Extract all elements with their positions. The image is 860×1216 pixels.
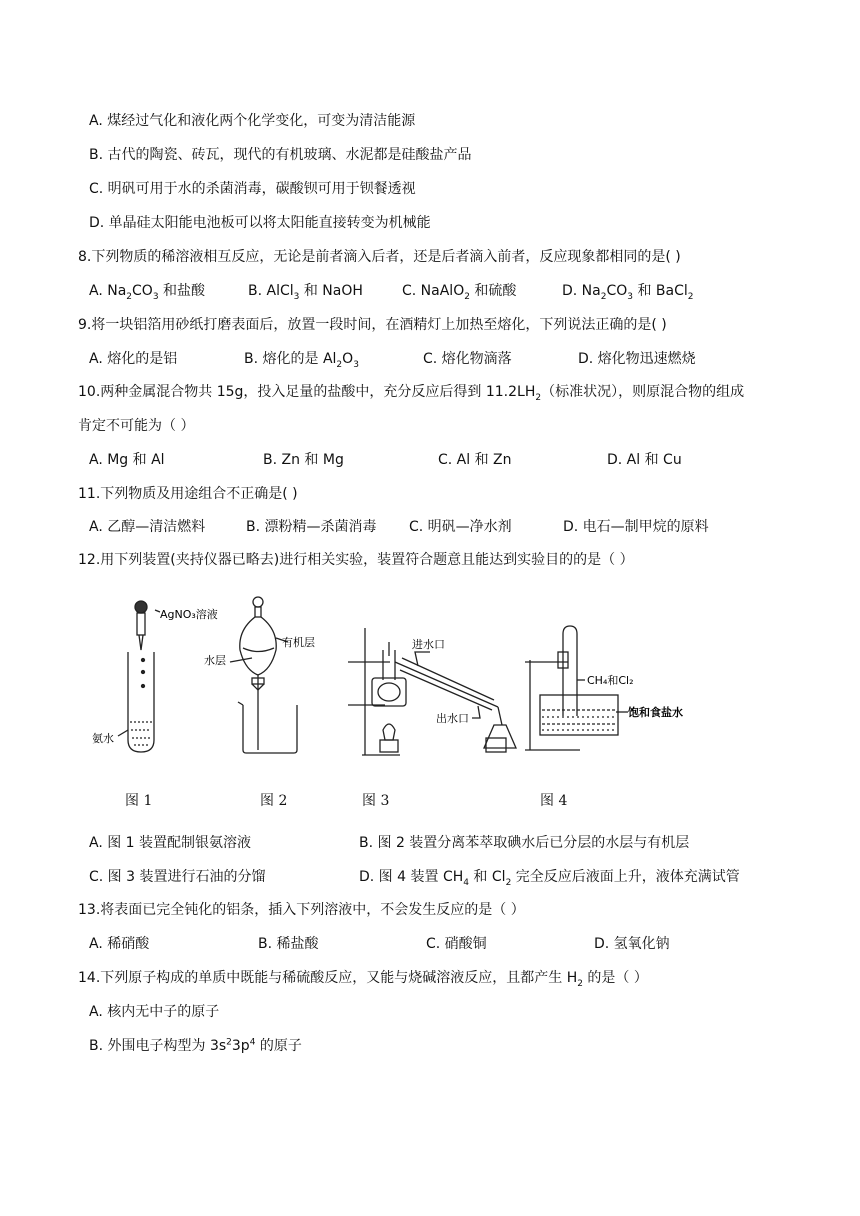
fig4-liquid-label: 饱和食盐水 <box>628 706 683 719</box>
q10-option-b: B. Zn 和 Mg <box>263 452 344 468</box>
q13-option-d: D. 氢氧化钠 <box>594 936 670 952</box>
fig3-water-outlet-label: 出水口 <box>436 712 469 725</box>
q8-option-b: B. AlCl$_3$ 和 NaOH <box>248 283 363 302</box>
q12-option-b: B. 图 2 装置分离苯萃取碘水后已分层的水层与有机层 <box>359 835 690 851</box>
fig2-organic-layer-label: 有机层 <box>282 636 315 649</box>
q8-stem: 8.下列物质的稀溶液相互反应，无论是前者滴入后者，还是后者滴入前者，反应现象都相同的是( ) <box>78 249 681 265</box>
q8-option-a: A. $Na_2CO_3$ 和盐酸 <box>89 283 206 302</box>
fig3-caption: 图 3 <box>362 793 390 809</box>
q11-option-b: B. 漂粉精—杀菌消毒 <box>246 519 377 535</box>
q9-option-a: A. 熔化的是铝 <box>89 351 178 367</box>
q9-option-d: D. 熔化物迅速燃烧 <box>578 351 696 367</box>
q11-option-d: D. 电石—制甲烷的原料 <box>563 519 709 535</box>
q10-option-c: C. Al 和 Zn <box>438 452 512 468</box>
q14-option-b: B. 外围电子构型为 $3s^23p^4$ 的原子 <box>89 1037 302 1054</box>
q10-option-a: A. Mg 和 Al <box>89 452 165 468</box>
fig1-bottom-label: 氨水 <box>92 732 114 745</box>
q9-option-b: B. 熔化的是 $Al_2O_3$ <box>244 351 359 370</box>
fig4-caption: 图 4 <box>540 793 568 809</box>
q13-option-a: A. 稀硝酸 <box>89 936 150 952</box>
q7-option-c: C. 明矾可用于水的杀菌消毒，碳酸钡可用于钡餐透视 <box>89 181 416 197</box>
fig1-reagent-label: AgNO₃溶液 <box>160 608 218 621</box>
q12-option-c: C. 图 3 装置进行石油的分馏 <box>89 869 266 885</box>
q8-option-d: D. $Na_2CO_3$ 和 BaCl$_2$ <box>562 283 694 302</box>
q13-option-c: C. 硝酸铜 <box>426 936 487 952</box>
fig4-trough <box>525 626 628 750</box>
q7-option-d: D. 单晶硅太阳能电池板可以将太阳能直接转变为机械能 <box>89 215 431 231</box>
fig2-caption: 图 2 <box>260 793 288 809</box>
q11-option-c: C. 明矾—净水剂 <box>409 519 512 535</box>
q7-option-a: A. 煤经过气化和液化两个化学变化，可变为清洁能源 <box>89 113 416 129</box>
q10-stem-line2: 肯定不可能为（ ） <box>78 418 195 434</box>
fig1-caption: 图 1 <box>125 793 153 809</box>
fig3-water-inlet-label: 进水口 <box>412 638 445 651</box>
q8-option-c: C. NaAlO$_2$ 和硫酸 <box>402 283 517 302</box>
q10-stem-line1: 10.两种金属混合物共 15g，投入足量的盐酸中，充分反应后得到 $11.2LH_2$（标准状况），则原混合物的组成 <box>78 384 745 403</box>
q11-stem: 11.下列物质及用途组合不正确是( ) <box>78 486 298 502</box>
fig2-funnel <box>230 597 297 753</box>
q12-option-d: D. 图 4 装置 $CH_4$ 和 $Cl_2$ 完全反应后液面上升，液体充满试管 <box>359 869 740 888</box>
q13-option-b: B. 稀盐酸 <box>258 936 319 952</box>
fig4-gas-label: CH₄和Cl₂ <box>587 674 634 687</box>
q9-option-c: C. 熔化物滴落 <box>423 351 512 367</box>
q12-stem: 12.用下列装置(夹持仪器已略去)进行相关实验，装置符合题意且能达到实验目的的是（ ） <box>78 552 634 568</box>
q10-option-d: D. Al 和 Cu <box>607 452 682 468</box>
q12-apparatus-figure <box>80 590 780 815</box>
fig2-water-layer-label: 水层 <box>204 654 226 667</box>
q14-stem: 14.下列原子构成的单质中既能与稀硫酸反应，又能与烧碱溶液反应，且都产生 $H_2$ 的是（ ） <box>78 970 648 989</box>
q12-option-a: A. 图 1 装置配制银氨溶液 <box>89 835 252 851</box>
q9-stem: 9.将一块铝箔用砂纸打磨表面后，放置一段时间，在酒精灯上加热至熔化，下列说法正确的是( ) <box>78 317 667 333</box>
q11-option-a: A. 乙醇—清洁燃料 <box>89 519 206 535</box>
q13-stem: 13.将表面已完全钝化的铝条，插入下列溶液中，不会发生反应的是（ ） <box>78 902 525 918</box>
q7-option-b: B. 古代的陶瓷、砖瓦，现代的有机玻璃、水泥都是硅酸盐产品 <box>89 147 472 163</box>
q14-option-a: A. 核内无中子的原子 <box>89 1004 220 1020</box>
fig1-test-tube <box>118 601 160 752</box>
apparatus-svg <box>80 590 780 790</box>
